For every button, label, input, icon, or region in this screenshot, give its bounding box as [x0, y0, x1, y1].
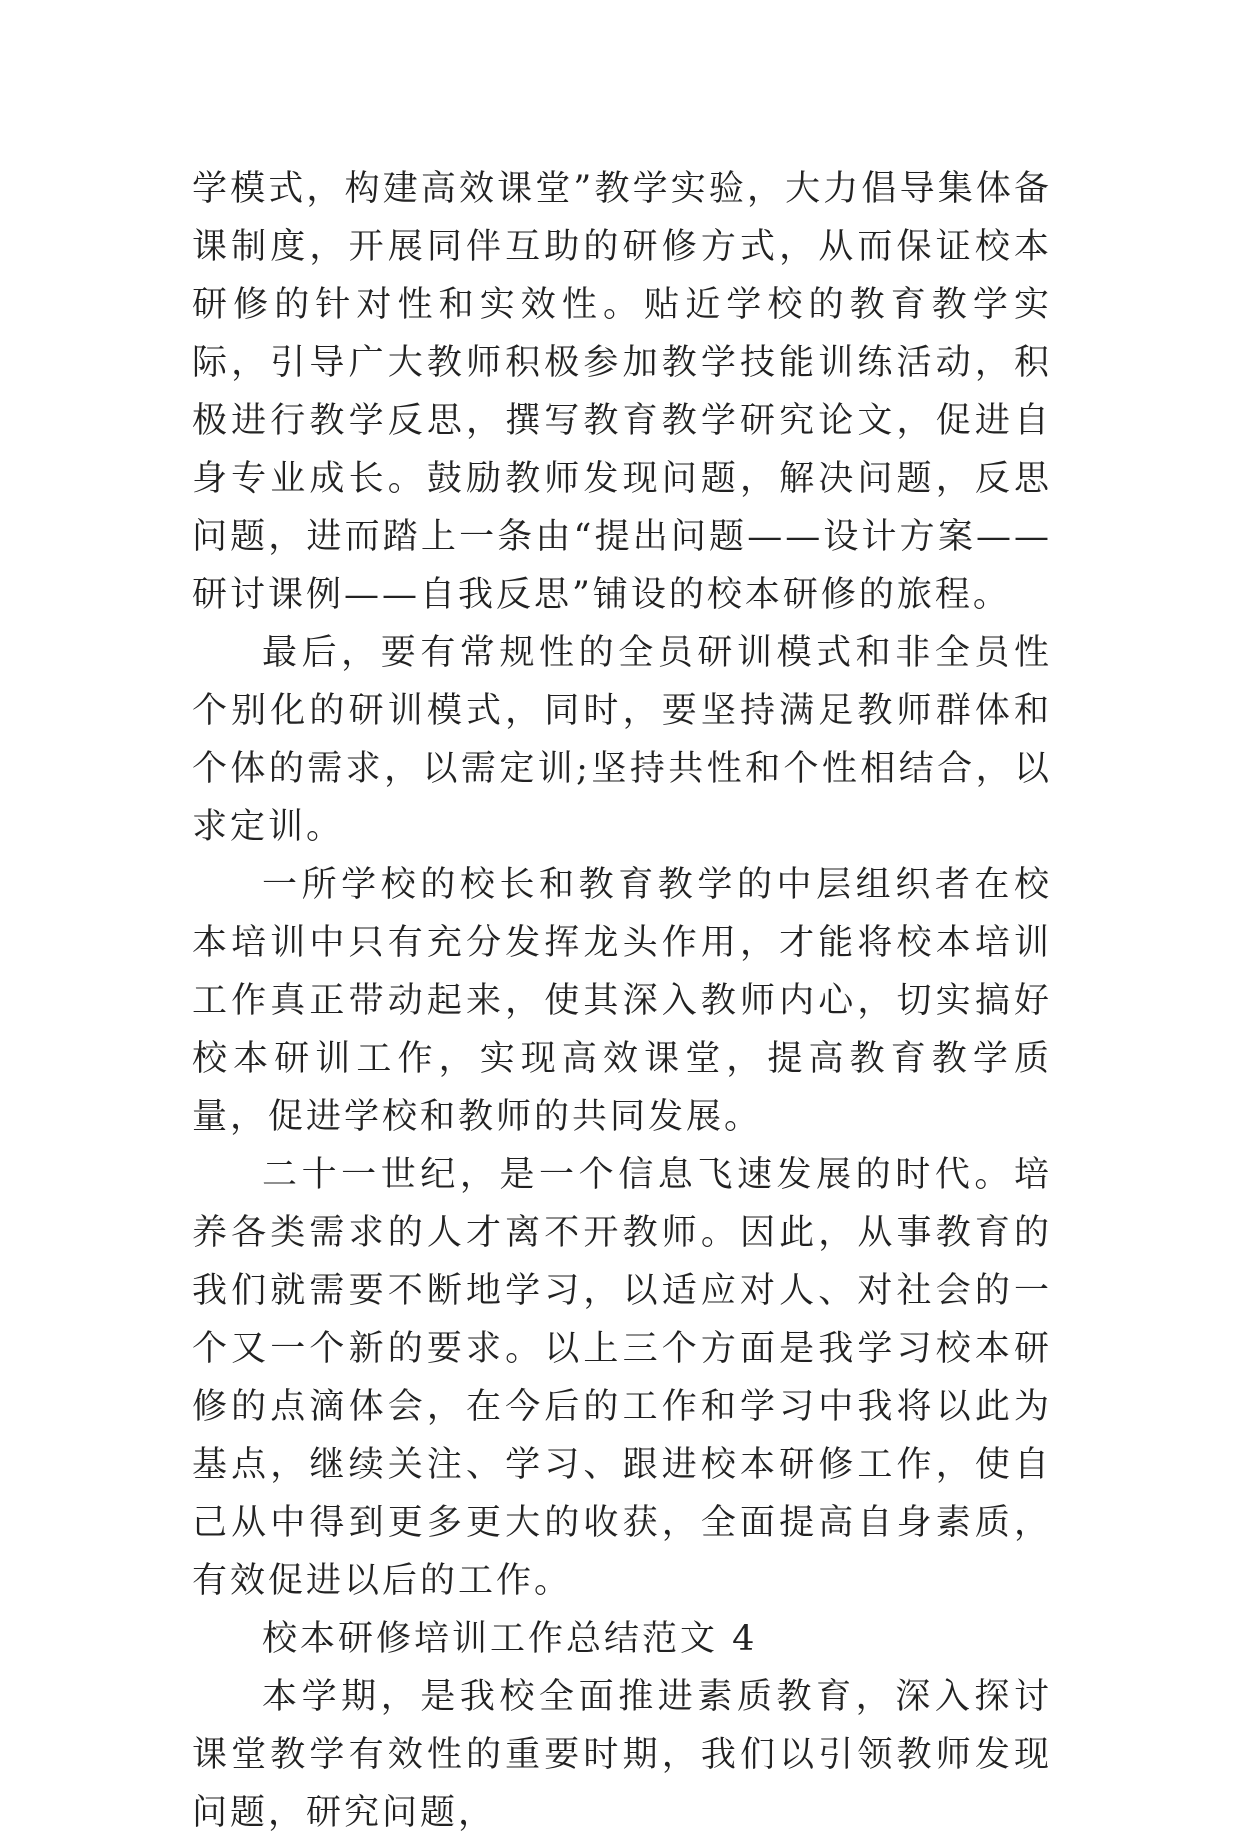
paragraph-leadership: 一所学校的校长和教育教学的中层组织者在校本培训中只有充分发挥龙头作用，才能将校本培训工作真正带动起来，使其深入教师内心，切实搞好校本研训工作，实现高效课堂，提高教育教学质量，促进学校和教师的共同发展。: [192, 865, 1052, 1137]
paragraph-continuation: 学模式，构建高效课堂”教学实验，大力倡导集体备课制度，开展同伴互助的研修方式，从而保证校本研修的针对性和实效性。贴近学校的教育教学实际，引导广大教师积极参加教学技能训练活动，积极进行教学反思，撰写教育教学研究论文，促进自身专业成长。鼓励教师发现问题，解决问题，反思问题，进而踏上一条由“提出问题——设计方案——研讨课例——自我反思”铺设的校本研修的旅程。: [192, 169, 1052, 615]
section-heading: 校本研修培训工作总结范文 4: [262, 1619, 758, 1659]
paragraph-conclusion: 二十一世纪，是一个信息飞速发展的时代。培养各类需求的人才离不开教师。因此，从事教育的我们就需要不断地学习，以适应对人、对社会的一个又一个新的要求。以上三个方面是我学习校本研修的点滴体会，在今后的工作和学习中我将以此为基点，继续关注、学习、跟进校本研修工作，使自己从中得到更多更大的收获，全面提高自身素质，有效促进以后的工作。: [192, 1155, 1052, 1601]
document-body: [192, 160, 1052, 1842]
paragraph-new-section: 本学期，是我校全面推进素质教育，深入探讨课堂教学有效性的重要时期，我们以引领教师发现问题，研究问题，: [192, 1677, 1052, 1833]
paragraph-final-point: 最后，要有常规性的全员研训模式和非全员性个别化的研训模式，同时，要坚持满足教师群体和个体的需求，以需定训;坚持共性和个性相结合，以求定训。: [192, 633, 1052, 847]
